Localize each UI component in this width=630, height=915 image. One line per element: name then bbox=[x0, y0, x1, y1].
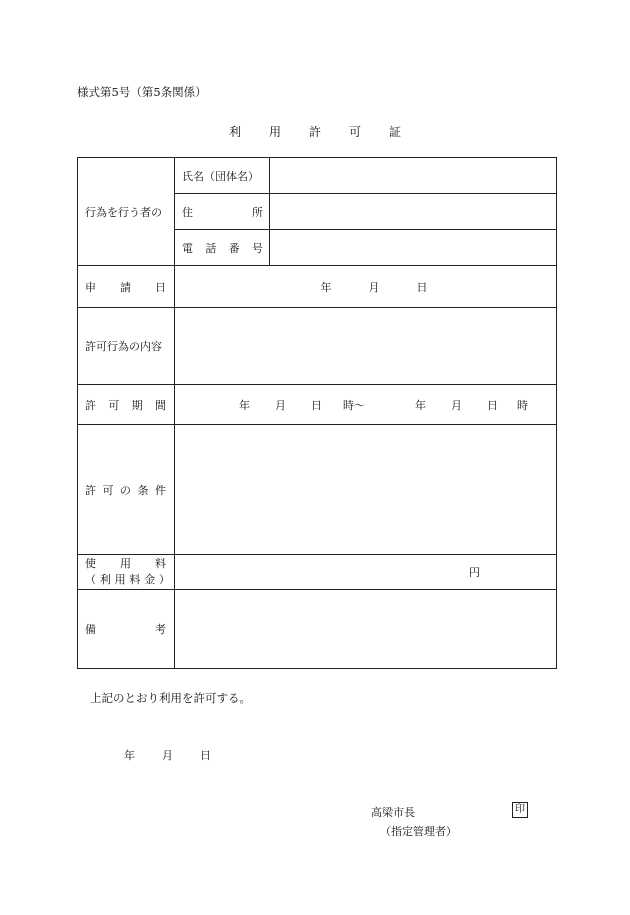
apply-date-label: 申 請 日 bbox=[78, 266, 175, 308]
document-title: 利用許可証 bbox=[228, 125, 429, 139]
designated-manager: （指定管理者） bbox=[380, 825, 457, 838]
permit-form-table bbox=[77, 157, 557, 669]
phone-label: 電 話 番 号 bbox=[175, 230, 270, 266]
address-field[interactable] bbox=[270, 194, 557, 230]
content-field[interactable] bbox=[175, 308, 557, 385]
apply-date-field[interactable]: 年 月 日 bbox=[175, 266, 557, 308]
remarks-label: 備 考 bbox=[78, 590, 175, 669]
applicant-group-label: 行為を行う者の bbox=[78, 158, 175, 266]
period-label: 許 可 期 間 bbox=[78, 385, 175, 425]
issuer-name: 高梁市長 bbox=[371, 806, 415, 819]
remarks-field[interactable] bbox=[175, 590, 557, 669]
period-field[interactable]: 年 月 日 時〜 年 月 日 時 bbox=[175, 385, 557, 425]
fee-label: 使 用 料 （ 利 用 料 金 ） bbox=[78, 555, 175, 590]
fee-unit: 円 bbox=[469, 566, 480, 579]
conditions-label: 許 可 の 条 件 bbox=[78, 425, 175, 555]
name-label: 氏名（団体名） bbox=[175, 158, 270, 194]
conditions-field[interactable] bbox=[175, 425, 557, 555]
phone-field[interactable] bbox=[270, 230, 557, 266]
permit-statement: 上記のとおり利用を許可する。 bbox=[90, 691, 251, 705]
content-label: 許可行為の内容 bbox=[78, 308, 175, 385]
name-field[interactable] bbox=[270, 158, 557, 194]
form-number: 様式第5号（第5条関係） bbox=[77, 85, 207, 99]
fee-field[interactable] bbox=[175, 555, 557, 590]
seal-mark: 印 bbox=[512, 802, 528, 818]
address-label: 住 所 bbox=[175, 194, 270, 230]
issue-date: 年 月 日 bbox=[124, 749, 211, 762]
